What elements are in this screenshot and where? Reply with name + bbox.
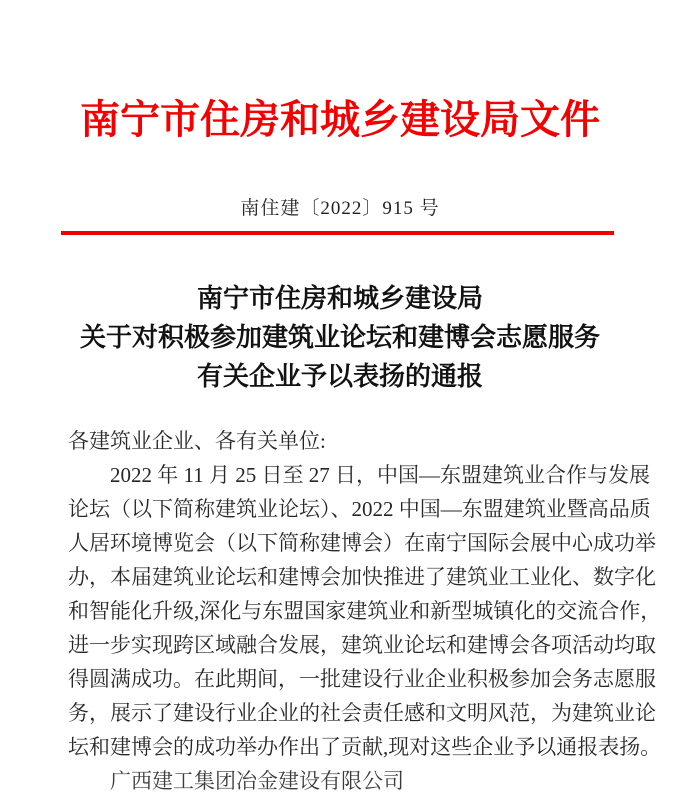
body-paragraph-line: 2022 年 11 月 25 日至 27 日，中国—东盟建筑业合作与发展	[110, 463, 650, 487]
body-paragraph-line: 进一步实现跨区域融合发展，建筑业论坛和建博会各项活动均取	[68, 633, 656, 657]
salutation-line: 各建筑业企业、各有关单位:	[68, 429, 326, 453]
document-reference-number: 南住建〔2022〕915 号	[240, 198, 440, 219]
body-paragraph-line: 和智能化升级,深化与东盟国家建筑业和新型城镇化的交流合作，	[68, 599, 662, 623]
body-paragraph-line: 务，展示了建设行业企业的社会责任感和文明风范，为建筑业论	[68, 701, 656, 725]
body-paragraph-line: 坛和建博会的成功举办作出了贡献,现对这些企业予以通报表扬。	[68, 735, 662, 759]
document-title	[0, 279, 680, 396]
red-divider-line	[61, 231, 614, 235]
body-paragraph-line: 论坛（以下简称建筑业论坛）、2022 中国—东盟建筑业暨高品质	[68, 497, 651, 521]
body-paragraph-line: 办，本届建筑业论坛和建博会加快推进了建筑业工业化、数字化	[68, 565, 656, 589]
document-body	[68, 424, 662, 798]
commended-company-name: 广西建工集团冶金建设有限公司	[110, 769, 404, 793]
document-title-line-2: 关于对积极参加建筑业论坛和建博会志愿服务	[79, 323, 600, 352]
body-paragraph-line: 人居环境博览会（以下简称建博会）在南宁国际会展中心成功举	[68, 531, 656, 555]
document-title-line-3: 有关企业予以表扬的通报	[196, 362, 483, 391]
body-paragraph-line: 得圆满成功。在此期间，一批建设行业企业积极参加会务志愿服	[68, 667, 656, 691]
agency-letterhead-title: 南宁市住房和城乡建设局文件	[80, 97, 600, 142]
document-title-line-1: 南宁市住房和城乡建设局	[196, 284, 483, 313]
